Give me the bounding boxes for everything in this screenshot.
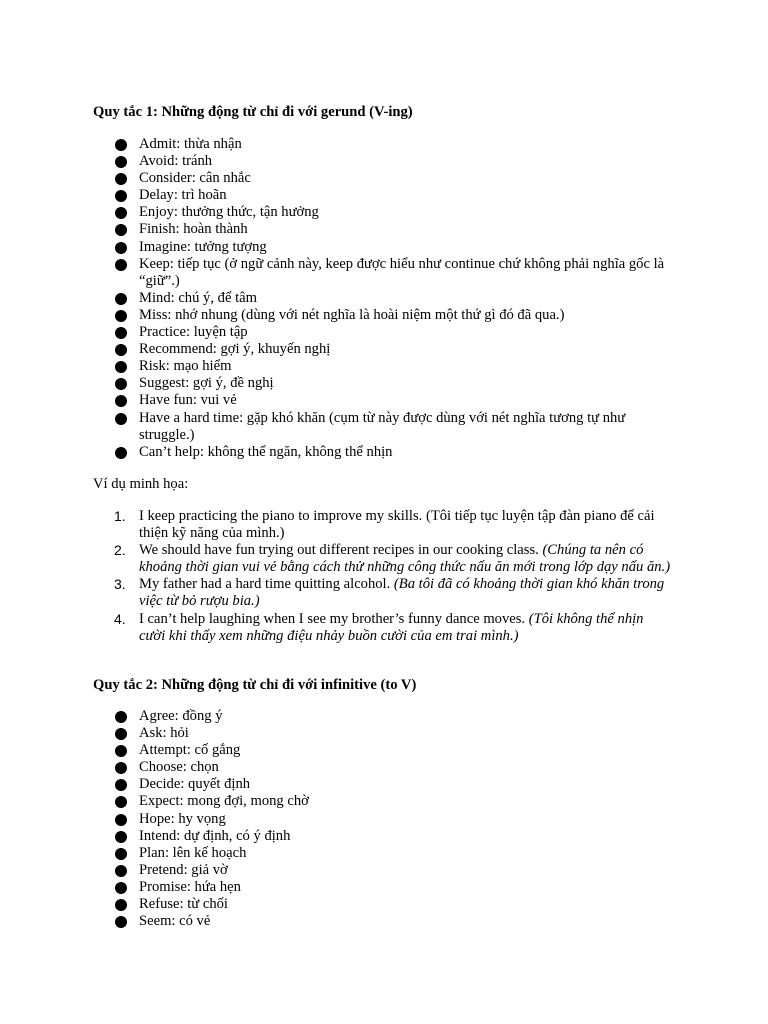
rule1-list-item — [0, 410, 768, 444]
rule1-list-item — [0, 358, 768, 375]
bullet-icon — [115, 378, 127, 390]
rule-2-verb-list — [0, 708, 768, 930]
rule1-list-item — [0, 170, 768, 187]
rule-1-verb-list — [0, 136, 768, 461]
rule2-list-item — [0, 879, 768, 896]
rule2-list-item — [0, 828, 768, 845]
bullet-icon — [115, 361, 127, 373]
bullet-icon — [115, 848, 127, 860]
example-item — [0, 542, 768, 576]
rule1-list-item — [0, 392, 768, 409]
list-item-text: Admit: thừa nhận — [139, 136, 242, 152]
rule1-list-item — [0, 204, 768, 221]
list-item-text: Seem: có vẻ — [139, 913, 211, 930]
bullet-icon — [115, 814, 127, 826]
bullet-icon — [115, 779, 127, 791]
example-english-sentence: We should have fun trying out different recipes in our cooking class. — [139, 542, 539, 559]
example-number: 4. — [114, 610, 126, 627]
rule1-list-item — [0, 324, 768, 341]
bullet-icon — [115, 865, 127, 877]
list-item-text: Finish: hoàn thành — [139, 221, 248, 238]
example-english-sentence: My father had a hard time quitting alcohol. — [139, 576, 391, 593]
list-item-text: Delay: trì hoãn — [139, 187, 227, 204]
rule2-list-item — [0, 742, 768, 759]
bullet-icon — [115, 207, 127, 219]
list-item-text: Avoid: tránh — [139, 153, 213, 170]
example-item — [0, 576, 768, 610]
list-item-text: Can’t help: không thể ngăn, không thể nhịn — [139, 443, 393, 460]
list-item-text: Choose: chọn — [139, 759, 219, 776]
list-item-text: Expect: mong đợi, mong chờ — [139, 793, 309, 810]
bullet-icon — [115, 293, 127, 305]
rule2-list-item — [0, 725, 768, 742]
list-item-text: Decide: quyết định — [139, 776, 251, 793]
bullet-icon — [115, 310, 127, 322]
example-number: 2. — [114, 542, 126, 559]
rule2-list-item — [0, 845, 768, 862]
list-item-text: Practice: luyện tập — [139, 324, 248, 341]
bullet-icon — [115, 711, 127, 723]
list-item-text: Intend: dự định, có ý định — [139, 827, 291, 844]
bullet-icon — [115, 395, 127, 407]
rule-1-heading: Quy tắc 1: Những động từ chỉ đi với gerund (V-ing) — [93, 104, 413, 120]
bullet-icon — [115, 762, 127, 774]
list-item-text: Risk: mạo hiểm — [139, 358, 232, 375]
list-item-text: Recommend: gợi ý, khuyến nghị — [139, 341, 331, 358]
list-item-text: Enjoy: thưởng thức, tận hưởng — [139, 204, 319, 221]
rule1-list-item — [0, 136, 768, 153]
rule2-list-item — [0, 862, 768, 879]
bullet-icon — [115, 882, 127, 894]
list-item-text: Hope: hy vọng — [139, 810, 226, 827]
example-item — [0, 508, 768, 542]
bullet-icon — [115, 242, 127, 254]
example-english-sentence: I keep practicing the piano to improve my skills. — [139, 508, 423, 524]
list-item-text: Miss: nhớ nhung (dùng với nét nghĩa là hoài niệm một thứ gì đó đã qua.) — [139, 306, 565, 323]
example-item — [0, 611, 768, 645]
bullet-icon — [115, 413, 127, 425]
example-vietnamese-translation: (Chúng ta nên có khoảng thời gian vui vẻ bằng cách thử những công thức nấu ăn mới trong lớp dạy nấu ăn.) — [139, 542, 671, 576]
list-item-text: Promise: hứa hẹn — [139, 878, 241, 895]
bullet-icon — [115, 259, 127, 271]
list-item-text: Plan: lên kế hoạch — [139, 844, 247, 861]
rule2-list-item — [0, 759, 768, 776]
rule1-list-item — [0, 375, 768, 392]
list-item-text: Attempt: cố gắng — [139, 742, 241, 759]
rule-2-heading: Quy tắc 2: Những động từ chỉ đi với infinitive (to V) — [93, 677, 417, 693]
rule1-list-item — [0, 341, 768, 358]
bullet-icon — [115, 745, 127, 757]
example-number: 3. — [114, 576, 126, 593]
list-item-text: Agree: đồng ý — [139, 708, 223, 724]
rule1-list-item — [0, 221, 768, 238]
bullet-icon — [115, 831, 127, 843]
example-number: 1. — [114, 508, 126, 524]
list-item-text: Mind: chú ý, để tâm — [139, 289, 257, 306]
rule1-list-item — [0, 307, 768, 324]
rule1-list-item — [0, 444, 768, 461]
bullet-icon — [115, 344, 127, 356]
list-item-text: Keep: tiếp tục (ở ngữ cảnh này, keep được hiểu như continue chứ không phải nghĩa gốc là “giữ”.) — [139, 255, 665, 289]
bullet-icon — [115, 327, 127, 339]
bullet-icon — [115, 190, 127, 202]
rule2-list-item — [0, 708, 768, 725]
examples-label: Ví dụ minh họa: — [93, 476, 189, 492]
bullet-icon — [115, 916, 127, 928]
bullet-icon — [115, 796, 127, 808]
rule1-list-item — [0, 239, 768, 256]
bullet-icon — [115, 728, 127, 740]
bullet-icon — [115, 899, 127, 911]
example-vietnamese-translation: (Ba tôi đã có khoảng thời gian khó khăn trong việc từ bỏ rượu bia.) — [139, 576, 665, 610]
rule2-list-item — [0, 776, 768, 793]
example-vietnamese-translation: (Tôi tiếp tục luyện tập đàn piano để cải thiện kỹ năng của mình.) — [139, 508, 655, 542]
rule1-list-item — [0, 256, 768, 290]
list-item-text: Pretend: giả vờ — [139, 861, 228, 878]
bullet-icon — [115, 447, 127, 459]
list-item-text: Refuse: từ chối — [139, 896, 228, 913]
list-item-text: Imagine: tưởng tượng — [139, 238, 267, 255]
rule1-list-item — [0, 290, 768, 307]
list-item-text: Suggest: gợi ý, đề nghị — [139, 375, 274, 392]
rule2-list-item — [0, 811, 768, 828]
list-item-text: Ask: hỏi — [139, 725, 189, 742]
bullet-icon — [115, 224, 127, 236]
rule2-list-item — [0, 793, 768, 810]
list-item-text: Have fun: vui vẻ — [139, 392, 237, 409]
rule2-list-item — [0, 896, 768, 913]
rule1-list-item — [0, 187, 768, 204]
bullet-icon — [115, 173, 127, 185]
example-vietnamese-translation: (Tôi không thể nhịn cười khi thấy xem những điệu nhảy buồn cười của em trai mình.) — [139, 610, 644, 644]
examples-list — [0, 508, 768, 645]
example-english-sentence: I can’t help laughing when I see my brother’s funny dance moves. — [139, 610, 526, 627]
rule1-list-item — [0, 153, 768, 170]
bullet-icon — [115, 139, 127, 151]
bullet-icon — [115, 156, 127, 168]
rule2-list-item — [0, 913, 768, 930]
list-item-text: Consider: cân nhắc — [139, 170, 251, 187]
list-item-text: Have a hard time: gặp khó khăn (cụm từ này được dùng với nét nghĩa tương tự như struggle.) — [139, 409, 626, 443]
